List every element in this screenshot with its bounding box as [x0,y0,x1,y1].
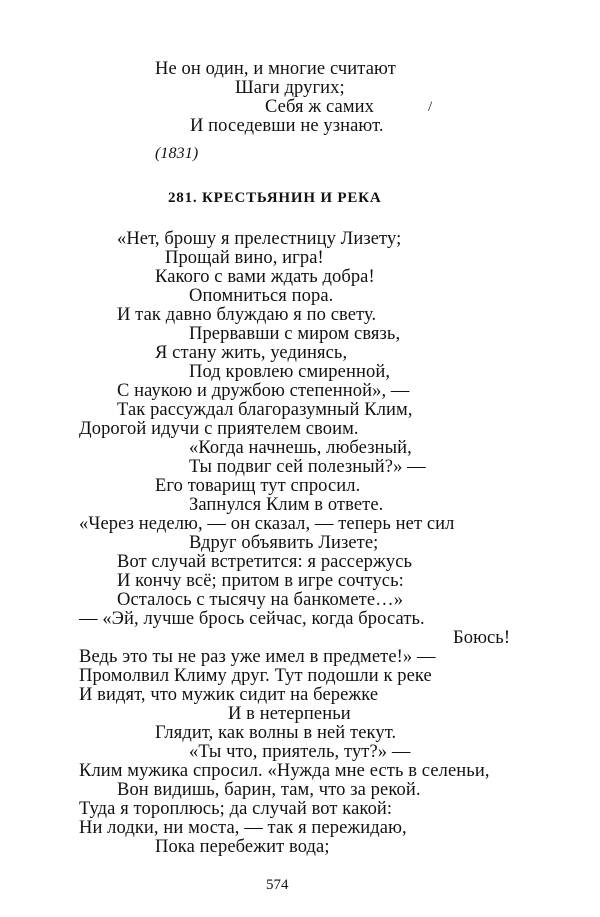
poem-line: Дорогой идучи с приятелем своим. [79,419,359,439]
poem-line: Так рассуждал благоразумный Клим, [117,400,413,420]
poem-line: «Нет, брошу я прелестницу Лизету; [117,229,402,249]
poem-line: И кончу всё; притом в игре сочтусь: [117,571,404,591]
poem-line: Клим мужика спросил. «Нужда мне есть в селеньи, [79,761,490,781]
poem-line: И в нетерпеньи [228,704,351,724]
poem-line: Вон видишь, барин, там, что за рекой. [117,780,421,800]
poem-line: Какого с вами ждать добра! [155,267,375,287]
poem-line: Не он один, и многие считают [155,59,396,79]
poem-line: Опомниться пора. [189,286,334,306]
poem-line: Ты подвиг сей полезный?» — [189,457,426,477]
poem-title: 281. КРЕСТЬЯНИН И РЕКА [168,190,382,206]
poem-line: Прощай вино, игра! [165,248,324,268]
poem-line: Глядит, как волны в ней текут. [155,723,397,743]
poem-line: «Через неделю, — он сказал, — теперь нет сил [79,514,455,534]
poem-line: Туда я тороплюсь; да случай вот какой: [79,799,393,819]
poem-line: Шаги других; [235,78,345,98]
poem-line: С наукою и дружбою степенной», — [117,381,410,401]
poem-line: Под кровлею смиренной, [189,362,391,382]
poem-line: И так давно блуждаю я по свету. [117,305,377,325]
poem-line: Осталось с тысячу на банкомете…» [117,590,404,610]
margin-mark: / [428,99,433,115]
poem-line: Вот случай встретится: я рассержусь [117,552,413,572]
poem-line: И видят, что мужик сидит на бережке [79,685,379,705]
poem-line: Промолвил Климу друг. Тут подошли к реке [79,666,432,686]
poem-line: «Когда начнешь, любезный, [189,438,412,458]
poem-line: Вдруг объявить Лизете; [189,533,379,553]
poem-line: Ни лодки, ни моста, — так я пережидаю, [79,818,407,838]
poem-line: Себя ж самих [265,97,374,117]
poem-line: Пока перебежит вода; [155,837,330,857]
poem-line: Его товарищ тут спросил. [155,476,361,496]
poem-line: Ведь это ты не раз уже имел в предмете!» — [79,647,436,667]
poem-line: Запнулся Клим в ответе. [189,495,384,515]
poem-line: «Ты что, приятель, тут?» — [189,742,411,762]
poem-date: (1831) [155,145,199,162]
poem-line: Я стану жить, уединясь, [155,343,348,363]
poem-line: И поседевши не узнают. [190,116,384,136]
poem-line: Боюсь! [453,628,511,648]
poem-line: Прервавши с миром связь, [189,324,401,344]
poem-line: — «Эй, лучше брось сейчас, когда бросать. [79,609,425,629]
page-number: 574 [266,877,289,893]
